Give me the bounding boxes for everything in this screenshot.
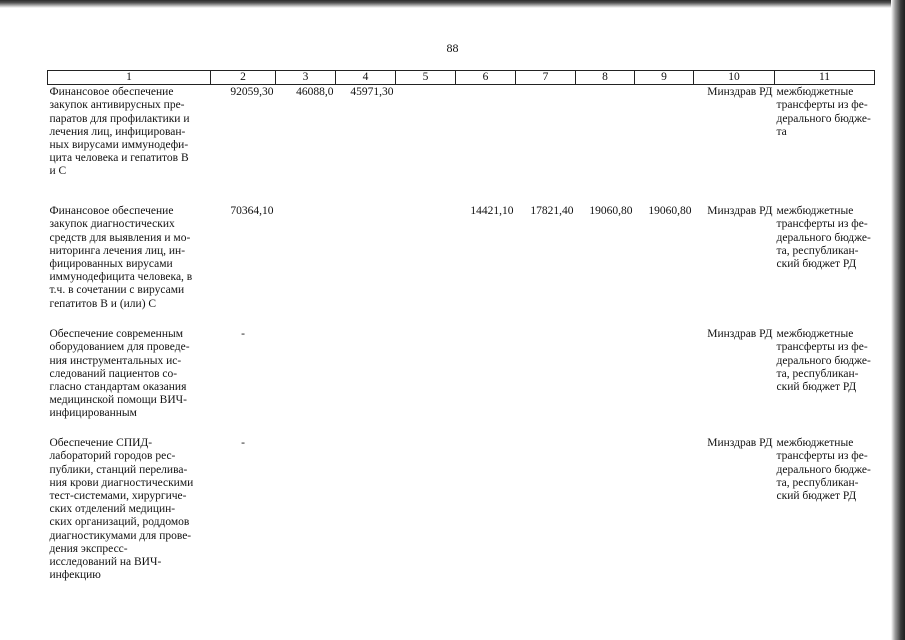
table-row: [48, 436, 875, 587]
table-row: [48, 327, 875, 436]
column-header-9: 9: [635, 71, 694, 85]
funding-source: межбюджетные трансферты из фе- дерального бюдже- та: [776, 86, 871, 138]
row-description: Финансовое обеспечение закупок диагностических средств для выявления и мо- ниторинга лечения лиц, ин- фицированных вирусами иммунодефицита человека, в т.ч. в сочетании с вирусами гепатитов В и (или) С: [49, 205, 193, 310]
value-col-5: [396, 327, 456, 436]
value-col-4: [336, 436, 396, 587]
funding-source: межбюджетные трансферты из фе- дерального бюдже- та, республикан- ский бюджет РД: [776, 328, 871, 394]
funding-source: межбюджетные трансферты из фе- дерального бюдже- та, республикан- ский бюджет РД: [776, 437, 871, 503]
value-col-9: [635, 436, 694, 587]
value-col-6: [456, 436, 516, 587]
table-row: [48, 85, 875, 205]
column-header-11: 11: [775, 71, 875, 85]
executor: Минздрав РД: [707, 437, 773, 450]
row-description: Обеспечение современным оборудованием для проведе- ния инструментальных ис- следований пациентов со- гласно стандартам оказания медицинской помощи ВИЧ- инфицированным: [49, 328, 190, 420]
value-col-7: [516, 327, 576, 436]
value-col-5: [396, 204, 456, 327]
column-header-2: 2: [211, 71, 276, 85]
column-number-header: [48, 71, 875, 85]
value-col-3: [276, 204, 336, 327]
column-header-8: 8: [576, 71, 635, 85]
executor: Минздрав РД: [707, 86, 773, 99]
scan-shadow-right: [891, 0, 905, 640]
value-col-7: [516, 85, 576, 205]
value-col-5: [396, 436, 456, 587]
value-col-4: 45971,30: [350, 86, 394, 99]
value-col-4: [336, 327, 396, 436]
value-col-6: 14421,10: [470, 205, 514, 218]
column-header-1: 1: [48, 71, 211, 85]
column-header-4: 4: [336, 71, 396, 85]
value-col-5: [396, 85, 456, 205]
value-col-8: [576, 436, 635, 587]
row-description: Обеспечение СПИД- лабораторий городов рес- публики, станций перелива- ния крови диагностическими тест-системами, хирургиче- ских отделений медицин- ских организаций, роддомов диагностикумами для прове- дения экспресс- исследований на ВИЧ- инфекцию: [49, 437, 194, 582]
value-col-4: [336, 204, 396, 327]
executor: Минздрав РД: [707, 328, 773, 341]
value-col-9: 19060,80: [648, 205, 692, 218]
value-total: 92059,30: [230, 86, 274, 99]
value-col-6: [456, 327, 516, 436]
value-col-9: [635, 85, 694, 205]
value-total: -: [241, 437, 245, 450]
value-col-8: [576, 327, 635, 436]
column-header-7: 7: [516, 71, 576, 85]
table-row: [48, 204, 875, 327]
value-total: 70364,10: [230, 205, 274, 218]
value-col-6: [456, 85, 516, 205]
page-number: 88: [446, 41, 459, 55]
column-header-10: 10: [694, 71, 775, 85]
value-col-3: [276, 436, 336, 587]
funding-source: межбюджетные трансферты из фе- дерального бюдже- та, республикан- ский бюджет РД: [776, 205, 871, 271]
executor: Минздрав РД: [707, 205, 773, 218]
value-col-8: 19060,80: [589, 205, 633, 218]
row-description: Финансовое обеспечение закупок антивирусных пре- паратов для профилактики и лечения лиц, инфицирован- ных вирусами иммунодефи- цита человека и гепатитов В и С: [49, 86, 190, 178]
value-col-9: [635, 327, 694, 436]
value-total: -: [241, 328, 245, 341]
value-col-7: 17821,40: [530, 205, 574, 218]
scan-shadow-top: [0, 0, 905, 8]
column-header-6: 6: [456, 71, 516, 85]
column-header-3: 3: [276, 71, 336, 85]
value-col-3: 46088,0: [296, 86, 334, 99]
program-table: [47, 70, 875, 587]
value-col-7: [516, 436, 576, 587]
column-header-5: 5: [396, 71, 456, 85]
value-col-3: [276, 327, 336, 436]
value-col-8: [576, 85, 635, 205]
